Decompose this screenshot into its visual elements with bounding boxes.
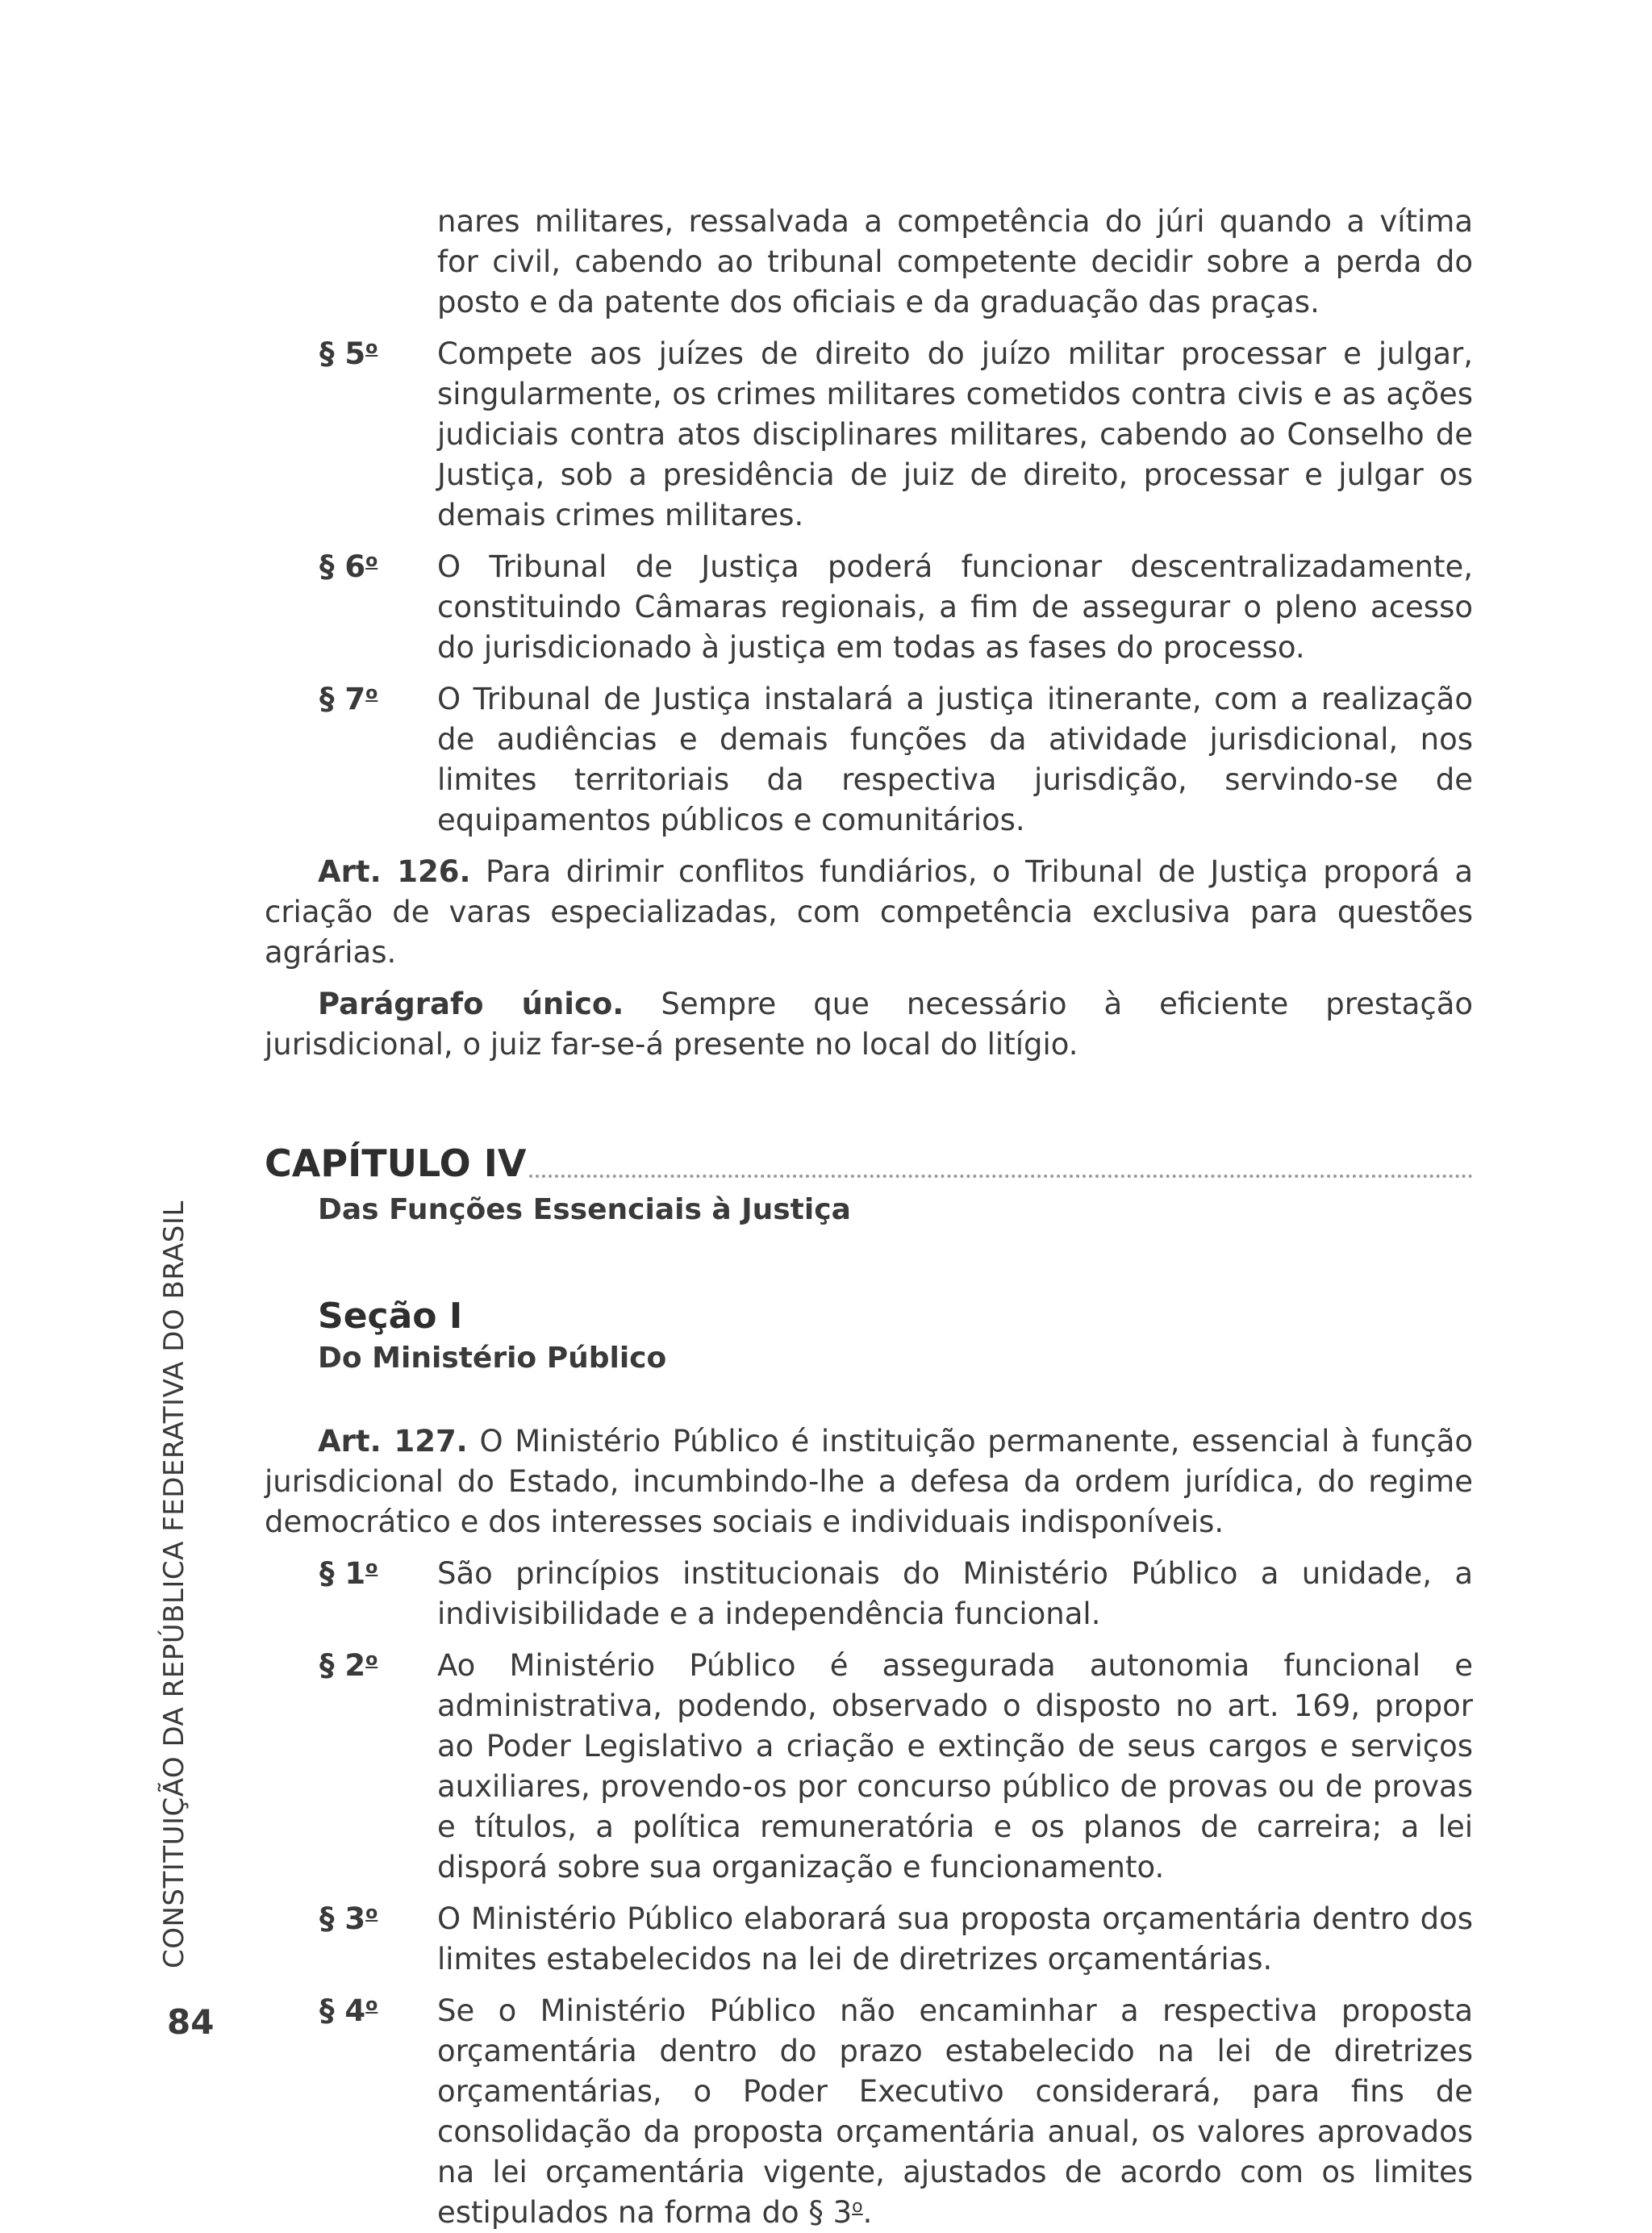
paragraph-5 (265, 334, 1473, 536)
article-label: Art. 127. (318, 1424, 468, 1459)
section-title: Seção I (318, 1296, 463, 1337)
paragrafo-unico-label: Parágrafo único. (318, 987, 624, 1021)
paragrafo-unico (265, 984, 1473, 1065)
chapter-title: CAPÍTULO IV (265, 1142, 527, 1185)
running-title: CONSTITUIÇÃO DA REPÚBLICA FEDERATIVA DO BRASIL (158, 1200, 190, 1968)
article-text: Para dirimir conflitos fundiários, o Tribunal de Justiça proporá a criação de varas especializadas, com competência exclusiva para questões agrárias. (265, 854, 1473, 970)
paragraph-number: § 3$^o$ (319, 1901, 378, 1936)
chapter-dotted-rule (529, 1175, 1473, 1178)
paragraph-number: § 5$^o$ (319, 336, 378, 371)
paragraph-2 (265, 1646, 1473, 1888)
page-body (265, 202, 1473, 2233)
paragraph-6 (265, 547, 1473, 668)
section-subtitle: Do Ministério Público (318, 1342, 667, 1375)
paragraph-number: § 1$^o$ (319, 1556, 378, 1591)
paragraph-text: O Ministério Público elaborará sua proposta orçamentária dentro dos limites estabelecidos na lei de diretrizes orçamentárias. (437, 1901, 1473, 1976)
paragraph-text: O Tribunal de Justiça poderá funcionar descentralizadamente, constituindo Câmaras regionais, a fim de assegurar o pleno acesso do jurisdicionado à justiça em todas as fases do processo. (437, 549, 1473, 665)
paragraph-text: Se o Ministério Público não encaminhar a respectiva proposta orçamentária dentro do prazo estabelecido na lei de diretrizes orçamentárias, o Poder Executivo considerará, para fins de consolidação da proposta orçamentária anual, os valores aprovados na lei orçamentária vigente, ajustados de acordo com os limites estipulados na forma do § 3$^o$. (437, 1993, 1473, 2230)
page-number: 84 (167, 2002, 215, 2042)
article-126 (265, 852, 1473, 973)
paragraph-text: O Tribunal de Justiça instalará a justiça itinerante, com a realização de audiências e demais funções da atividade jurisdicional, nos limites territoriais da respectiva jurisdição, servindo-se de equipamentos públicos e comunitários. (437, 682, 1473, 837)
article-label: Art. 126. (318, 854, 471, 889)
paragraph-number: § 6$^o$ (319, 549, 378, 584)
paragraph-text: São princípios institucionais do Ministério Público a unidade, a indivisibilidade e a independência funcional. (437, 1556, 1473, 1631)
paragraph-text: Ao Ministério Público é assegurada autonomia funcional e administrativa, podendo, observado o disposto no art. 169, propor ao Poder Legislativo a criação e extinção de seus cargos e serviços auxiliares, provendo-os por concurso público de provas ou de provas e títulos, a política remuneratória e os planos de carreira; a lei disporá sobre sua organização e funcionamento. (437, 1648, 1473, 1884)
paragraph-1 (265, 1554, 1473, 1634)
paragrafo-unico-text: Sempre que necessário à eficiente prestação jurisdicional, o juiz far-se-á presente no local do litígio. (265, 987, 1473, 1062)
paragraph-number: § 4$^o$ (319, 1993, 378, 2028)
paragraph-text: Compete aos juízes de direito do juízo militar processar e julgar, singularmente, os crimes militares cometidos contra civis e as ações judiciais contra atos disciplinares militares, cabendo ao Conselho de Justiça, sob a presidência de juiz de direito, processar e julgar os demais crimes militares. (437, 336, 1473, 532)
paragraph-number: § 2$^o$ (319, 1648, 378, 1683)
article-text: O Ministério Público é instituição permanente, essencial à função jurisdicional do Estado, incumbindo-lhe a defesa da ordem jurídica, do regime democrático e dos interesses sociais e individuais indisponíveis. (265, 1424, 1474, 1539)
paragraph-4 (265, 1991, 1473, 2233)
continuation-text: nares militares, ressalvada a competência do júri quando a vítima for civil, cabendo ao tribunal competente decidir sobre a perda do posto e da patente dos oficiais e da graduação das praças. (437, 204, 1473, 319)
paragraph-3 (265, 1899, 1473, 1980)
paragraph-number: § 7$^o$ (319, 682, 378, 716)
chapter-heading (265, 1142, 1473, 1184)
chapter-subtitle: Das Funções Essenciais à Justiça (318, 1193, 851, 1226)
article-127 (265, 1421, 1473, 1542)
paragraph-7 (265, 679, 1473, 841)
